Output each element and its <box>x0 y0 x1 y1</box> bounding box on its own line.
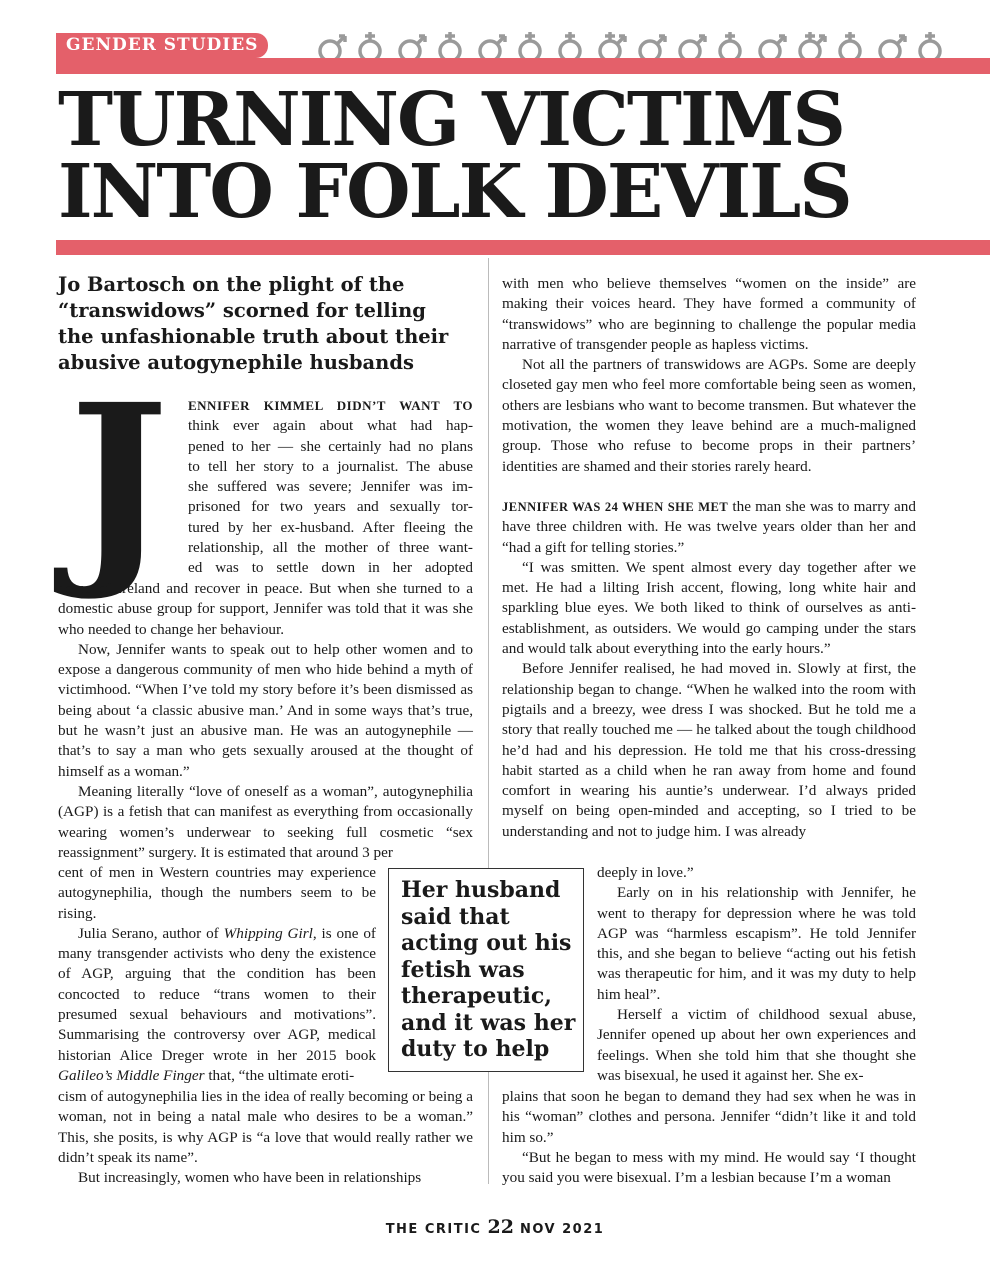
column-1-body <box>58 579 473 863</box>
headline-line-1: TURNING VICTIMS <box>58 77 844 163</box>
accent-rule-middle <box>56 240 990 255</box>
column-2-wrap <box>597 863 916 1086</box>
paragraph: cism of autogynephilia lies in the idea of really becoming or being a woman, not in being a natal male who desires to be a woman.” This, she posits, is why AGP is “a love that would really rather we didn’t speak its name”. <box>58 1088 473 1166</box>
dropcap-line: pened to her — she certainly had no plans <box>188 437 473 455</box>
headline <box>58 77 988 235</box>
folio <box>0 1216 990 1238</box>
female-symbol-icon <box>440 32 460 61</box>
accent-rule-top <box>56 58 990 74</box>
drop-cap: J <box>69 358 169 605</box>
dropcap-line: tured by her ex-husband. After fleeing the <box>188 518 473 536</box>
standfirst: Jo Bartosch on the plight of the “transwidows” scorned for telling the unfashionable truth about their abusive autogynephile husbands <box>58 273 449 374</box>
dropcap-line: prisoned for two years and sexually tor- <box>188 498 473 516</box>
column-1-dropcap-block <box>188 396 473 579</box>
paragraph: Julia Serano, author of Whipping Girl, is one of many transgender activists who deny the existence of AGP, arguing that the condition has been concocted to reduce “trans women to their presumed sexual behaviours and motivations”. Summarising the controversy over AGP, medical historian Alice Dreger wrote in her 2015 book Galileo’s Middle Finger that, “the ultimate eroti- <box>58 924 376 1084</box>
section-lead-in: JENNIFER WAS 24 WHEN SHE MET <box>502 499 729 514</box>
paragraph: “I was smitten. We spent almost every day together after we met. He had a lilting Irish accent, flowing, long white hair and sparkling blue eyes. We both liked to think of ourselves as anti-establishment, as outsiders. We would go camping under the stars and would talk about everything into the early hours.” <box>502 558 916 658</box>
female-symbol-icon <box>560 32 580 61</box>
paragraph: Now, Jennifer wants to speak out to help other women and to expose a dangerous community of men who hide behind a myth of victimhood. “When I’ve told my story before it’s been dismissed as being about ‘a classic abusive man.’ And in some ways that’s true, but he wasn’t just an abusive man. He was an autogynephile — that’s to say a man who gets sexually aroused at the thought of himself as a woman.” <box>58 640 473 780</box>
paragraph: JENNIFER WAS 24 WHEN SHE MET the man she was to marry and have three children with. He was twelve years older than her and “had a gift for telling stories.” <box>502 497 916 556</box>
female-symbol-icon <box>360 32 380 61</box>
female-symbol-icon <box>520 32 540 61</box>
dropcap-line: ed was to settle down in her adopted <box>188 559 473 577</box>
paragraph: cent of men in Western countries may experience autogynephilia, though the numbers seem to be rising. <box>58 864 376 922</box>
issue-date: NOV 2021 <box>519 1222 605 1237</box>
paragraph: Early on in his relationship with Jennifer, he went to therapy for depression where he was told AGP was “harmless escapism”. He told Jennifer this, and she began to believe “acting out his fetish was therapeutic for him, and it was my duty to help him heal”. <box>597 884 916 1003</box>
paragraph: with men who believe themselves “women on the inside” are making their voices heard. They have formed a community of “transwidows” who are beginning to challenge the popular media narrative of transgender people as hapless victims. <box>502 275 916 353</box>
paragraph: Meaning literally “love of oneself as a woman”, autogynephilia (AGP) is a fetish that can manifest as everything from occasionally wearing women’s underwear to seeking full cosmetic “sex reassignment” surgery. It is estimated that around 3 per <box>58 782 473 861</box>
headline-line-2: INTO FOLK DEVILS <box>58 149 851 235</box>
publication-name: THE CRITIC <box>385 1222 482 1237</box>
dropcap-line: think ever again about what had hap- <box>188 417 473 435</box>
paragraph: plains that soon he began to demand they had sex when he was in his “woman” clothes and persona. Jennifer “didn’t like it and told him so.” <box>502 1088 916 1146</box>
dropcap-line: relationship, all the mother of three want- <box>188 539 473 557</box>
paragraph: Not all the partners of transwidows are AGPs. Some are deeply closeted gay men who feel more comfortable being seen as women, others are lesbians who want to become transmen. But whatever the motivation, the women they leave behind are a much-maligned group. Those who refuse to become props in their partners’ identities are shamed and their stories rarely heard. <box>502 356 916 475</box>
book-title: Whipping Girl <box>223 924 313 942</box>
book-title: Galileo’s Middle Finger <box>58 1066 205 1084</box>
column-1-end <box>58 1087 473 1188</box>
page-number: 22 <box>487 1216 514 1238</box>
female-symbol-icon <box>920 32 940 61</box>
female-symbol-icon <box>840 32 860 61</box>
gender-symbols-decoration <box>310 28 990 62</box>
paragraph: home of Ireland and recover in peace. But when she turned to a domestic abuse group for support, Jennifer was told that it was she who needed to change her behaviour. <box>58 580 473 638</box>
paragraph: Before Jennifer realised, he had moved in. Slowly at first, the relationship began to change. “When he walked into the room with pigtails and a breezy, wee dress I was shocked. But he told me a story that really touched me — he talked about the tough childhood he’d had and his depression. He told me that his cross-dressing habit started as a child when he ran away from home and found comfort in wearing his auntie’s underwear. I’d always prided myself on being open-minded and accepting, so I tried to be understanding and not to judge him. I was already <box>502 660 916 840</box>
opening-line: ENNIFER KIMMEL DIDN’T WANT TO <box>188 398 473 413</box>
trans-symbol-icon <box>600 32 625 61</box>
column-2-end <box>502 1087 916 1188</box>
pull-quote: Her husband said that acting out his fetish was therapeutic, and it was her duty to help <box>388 868 584 1072</box>
section-tag: GENDER STUDIES <box>56 33 268 58</box>
paragraph: But increasingly, women who have been in relationships <box>78 1169 422 1187</box>
dropcap-line: she suffered was severe; Jennifer was im- <box>188 478 473 496</box>
trans-symbol-icon <box>800 32 825 61</box>
paragraph: Herself a victim of childhood sexual abuse, Jennifer opened up about her own experiences and feelings. When she told him that she thought she was bisexual, he used it against her. She ex- <box>597 1006 916 1084</box>
paragraph: “But he began to mess with my mind. He would say ‘I thought you said you were bisexual. I’m a lesbian because I’m a woman <box>502 1148 916 1187</box>
paragraph: deeply in love.” <box>597 864 694 881</box>
female-symbol-icon <box>720 32 740 61</box>
column-1-wrap <box>58 863 376 1086</box>
dropcap-line: to tell her story to a journalist. The abuse <box>188 457 473 475</box>
column-2-body <box>502 274 916 842</box>
